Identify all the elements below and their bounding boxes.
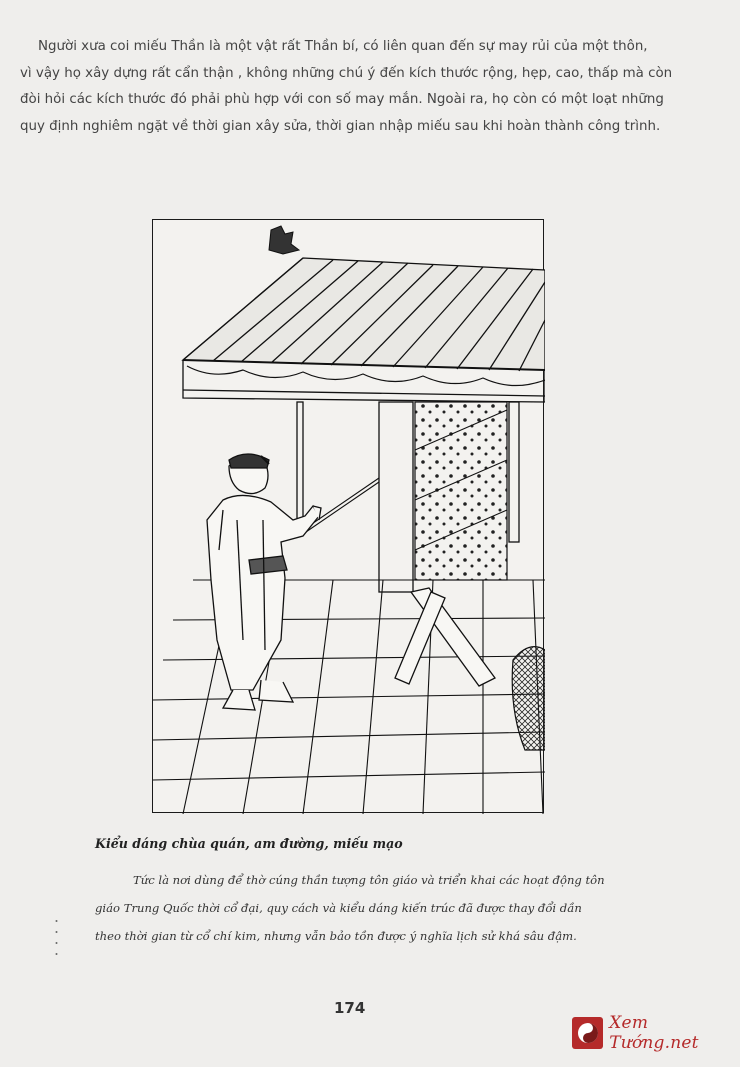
page-number: 174 [334, 999, 366, 1017]
intro-line: Người xưa coi miếu Thần là một vật rất Thần bí, có liên quan đến sự may rủi của một thôn, [38, 39, 648, 54]
intro-line: vì vậy họ xây dựng rất cẩn thận , không những chú ý đến kích thước rộng, hẹp, cao, thấp mà còn [20, 65, 673, 81]
watermark-logo [572, 1015, 740, 1051]
figure-caption-body [95, 866, 635, 950]
figure-caption-title: Kiểu dáng chùa quán, am đường, miếu mạo [95, 836, 403, 851]
dotted-wall [415, 402, 507, 580]
caption-line: giáo Trung Quốc thời cổ đại, quy cách và kiểu dáng kiến trúc đã được thay đổi dần [95, 901, 582, 915]
yin-yang-icon [572, 1017, 603, 1049]
crossed-poles [395, 588, 495, 686]
intro-line: đòi hỏi các kích thước đó phải phù hợp với con số may mắn. Ngoài ra, họ còn có một loạt những [20, 92, 664, 107]
roof-ornament [269, 226, 299, 254]
basket [512, 647, 545, 750]
temple-drawing [153, 220, 545, 814]
intro-paragraph [20, 34, 720, 140]
caption-line: Tức là nơi dùng để thờ cúng thần tượng tôn giáo và triển khai các hoạt động tôn [133, 873, 605, 887]
standing-figure [207, 454, 321, 710]
roof [183, 258, 545, 402]
watermark-text: Xem Tướng.net [609, 1013, 699, 1053]
temple-illustration [152, 219, 544, 813]
margin-marks [55, 918, 58, 958]
caption-line: theo thời gian từ cổ chí kim, nhưng vẫn bảo tồn được ý nghĩa lịch sử khá sâu đậm. [95, 929, 577, 943]
intro-line: quy định nghiêm ngặt về thời gian xây sửa, thời gian nhập miếu sau khi hoàn thành công trình. [20, 118, 661, 134]
